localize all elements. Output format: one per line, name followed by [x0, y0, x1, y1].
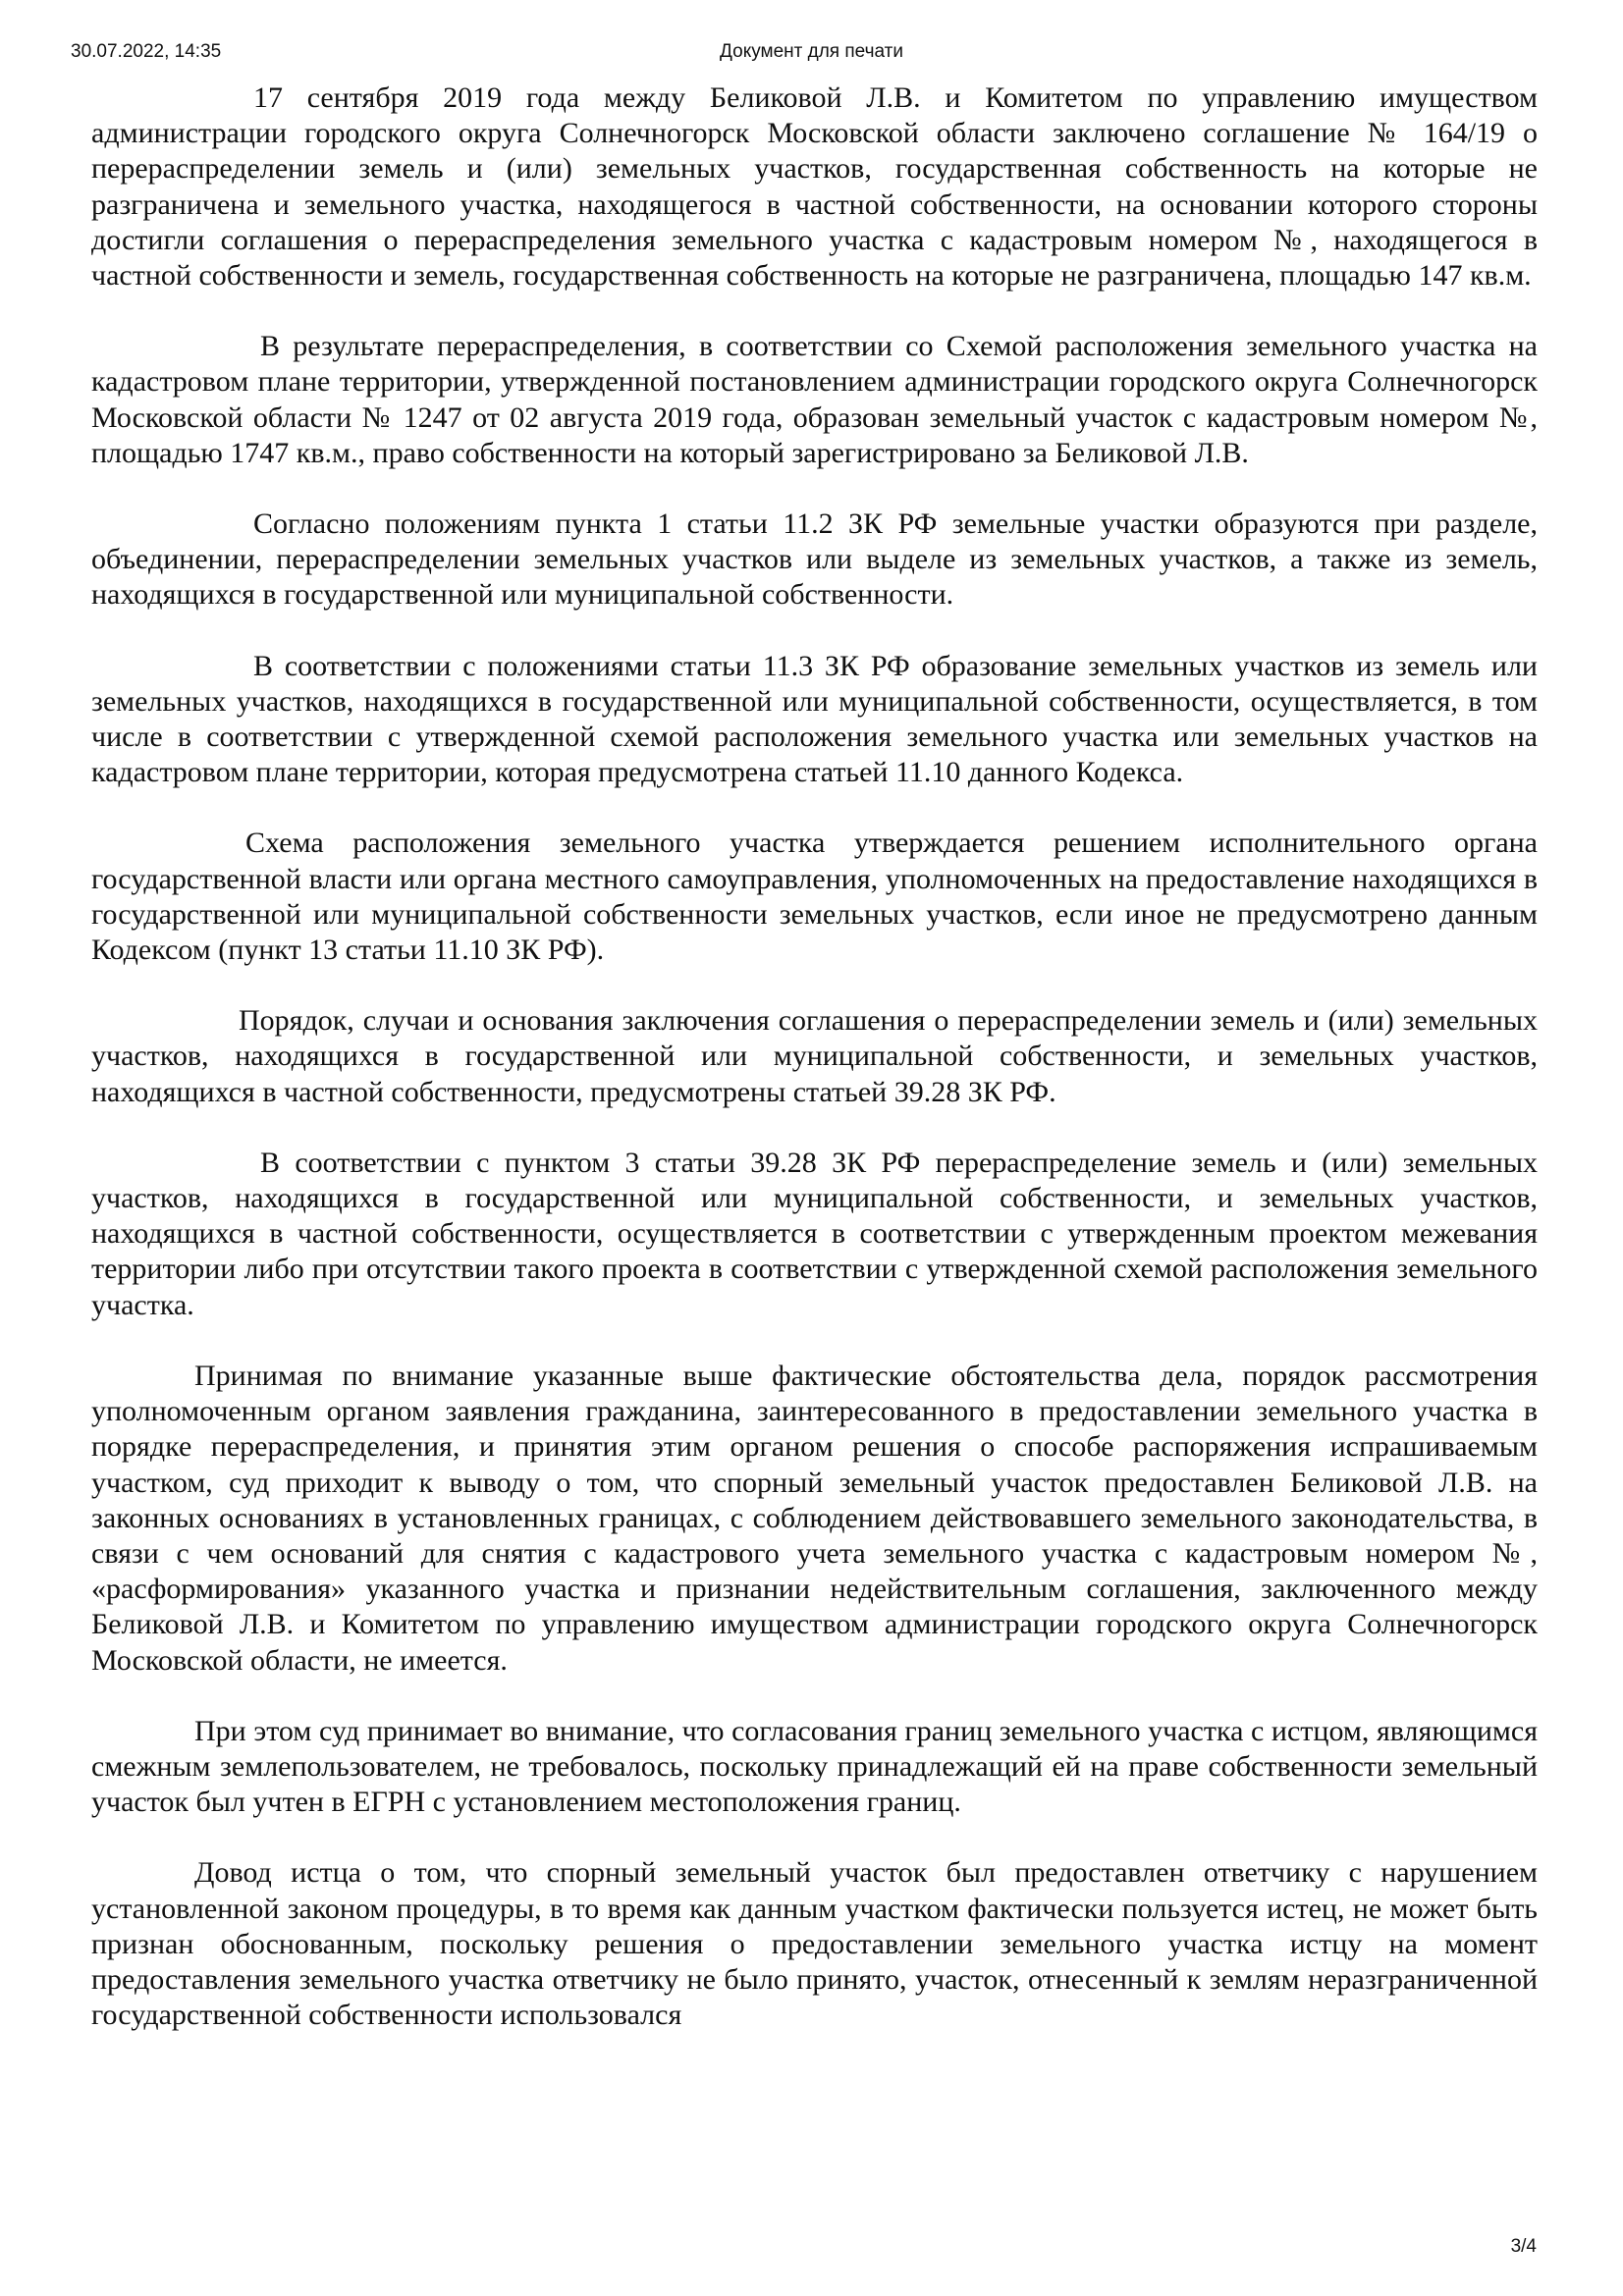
paragraph-10: Довод истца о том, что спорный земельный участок был предоставлен ответчику с нарушением установленной законом процедуры, в то время как данным участком фактически пользуется истец, не может быть признан обоснованным, поскольку решения о предоставлении земельного участка истцу на момент предоставления земельного участка ответчику не было принято, участок, отнесенный к землям неразграниченной государственной собственности использовался: [91, 1856, 1538, 2032]
page-number: 3/4: [1510, 2236, 1537, 2257]
print-datetime: 30.07.2022, 14:35: [71, 41, 222, 62]
paragraph-4: В соответствии с положениями статьи 11.3 ЗК РФ образование земельных участков из земель или земельных участков, находящихся в государственной или муниципальной собственности, осуществляется, в том числе в соответствии с утвержденной схемой расположения земельного участка или земельных участков на кадастровом плане территории, которая предусмотрена статьей 11.10 данного Кодекса.: [91, 649, 1538, 789]
document-body: [91, 80, 1538, 2033]
paragraph-1: 17 сентября 2019 года между Беликовой Л.В. и Комитетом по управлению имуществом администрации городского округа Солнечногорск Московской области заключено соглашение № 164/19 о перераспределении земель и (или) земельных участков, государственная собственность на которые не разграничена и земельного участка, находящегося в частной собственности, на основании которого стороны достигли соглашения о перераспределения земельного участка с кадастровым номером №, находящегося в частной собственности и земель, государственная собственность на которые не разграничена, площадью 147 кв.м.: [91, 81, 1538, 293]
print-header: [0, 41, 1623, 67]
paragraph-2: В результате перераспределения, в соответствии со Схемой расположения земельного участка на кадастровом плане территории, утвержденной постановлением администрации городского округа Солнечногорск Московской области № 1247 от 02 августа 2019 года, образован земельный участок с кадастровым номером №, площадью 1747 кв.м., право собственности на который зарегистрировано за Беликовой Л.В.: [91, 330, 1538, 469]
paragraph-7: В соответствии с пунктом 3 статьи 39.28 ЗК РФ перераспределение земель и (или) земельных участков, находящихся в государственной или муниципальной собственности, и земельных участков, находящихся в частной собственности, осуществляется в соответствии с утвержденным проектом межевания территории либо при отсутствии такого проекта в соответствии с утвержденной схемой расположения земельного участка.: [91, 1146, 1538, 1321]
paragraph-8: Принимая по внимание указанные выше фактические обстоятельства дела, порядок рассмотрения уполномоченным органом заявления гражданина, заинтересованного в предоставлении земельного участка в порядке перераспределения, и принятия этим органом решения о способе распоряжения испрашиваемым участком, суд приходит к выводу о том, что спорный земельный участок предоставлен Беликовой Л.В. на законных основаниях в установленных границах, с соблюдением действовавшего земельного законодательства, в связи с чем оснований для снятия с кадастрового учета земельного участка с кадастровым номером №, «расформирования» указанного участка и признании недействительным соглашения, заключенного между Беликовой Л.В. и Комитетом по управлению имуществом администрации городского округа Солнечногорск Московской области, не имеется.: [91, 1359, 1538, 1677]
paragraph-3: Согласно положениям пункта 1 статьи 11.2 ЗК РФ земельные участки образуются при разделе, объединении, перераспределении земельных участков или выделе из земельных участков, а также из земель, находящихся в государственной или муниципальной собственности.: [91, 507, 1538, 612]
paragraph-6: Порядок, случаи и основания заключения соглашения о перераспределении земель и (или) земельных участков, находящихся в государственной или муниципальной собственности, и земельных участков, находящихся в частной собственности, предусмотрены статьей 39.28 ЗК РФ.: [91, 1004, 1538, 1108]
paragraph-5: Схема расположения земельного участка утверждается решением исполнительного органа государственной власти или органа местного самоуправления, уполномоченных на предоставление находящихся в государственной или муниципальной собственности земельных участков, если иное не предусмотрено данным Кодексом (пункт 13 статьи 11.10 ЗК РФ).: [91, 827, 1538, 967]
print-title: Документ для печати: [720, 41, 903, 62]
paragraph-9: При этом суд принимает во внимание, что согласования границ земельного участка с истцом, являющимся смежным землепользователем, не требовалось, поскольку принадлежащий ей на праве собственности земельный участок был учтен в ЕГРН с установлением местоположения границ.: [91, 1714, 1538, 1819]
